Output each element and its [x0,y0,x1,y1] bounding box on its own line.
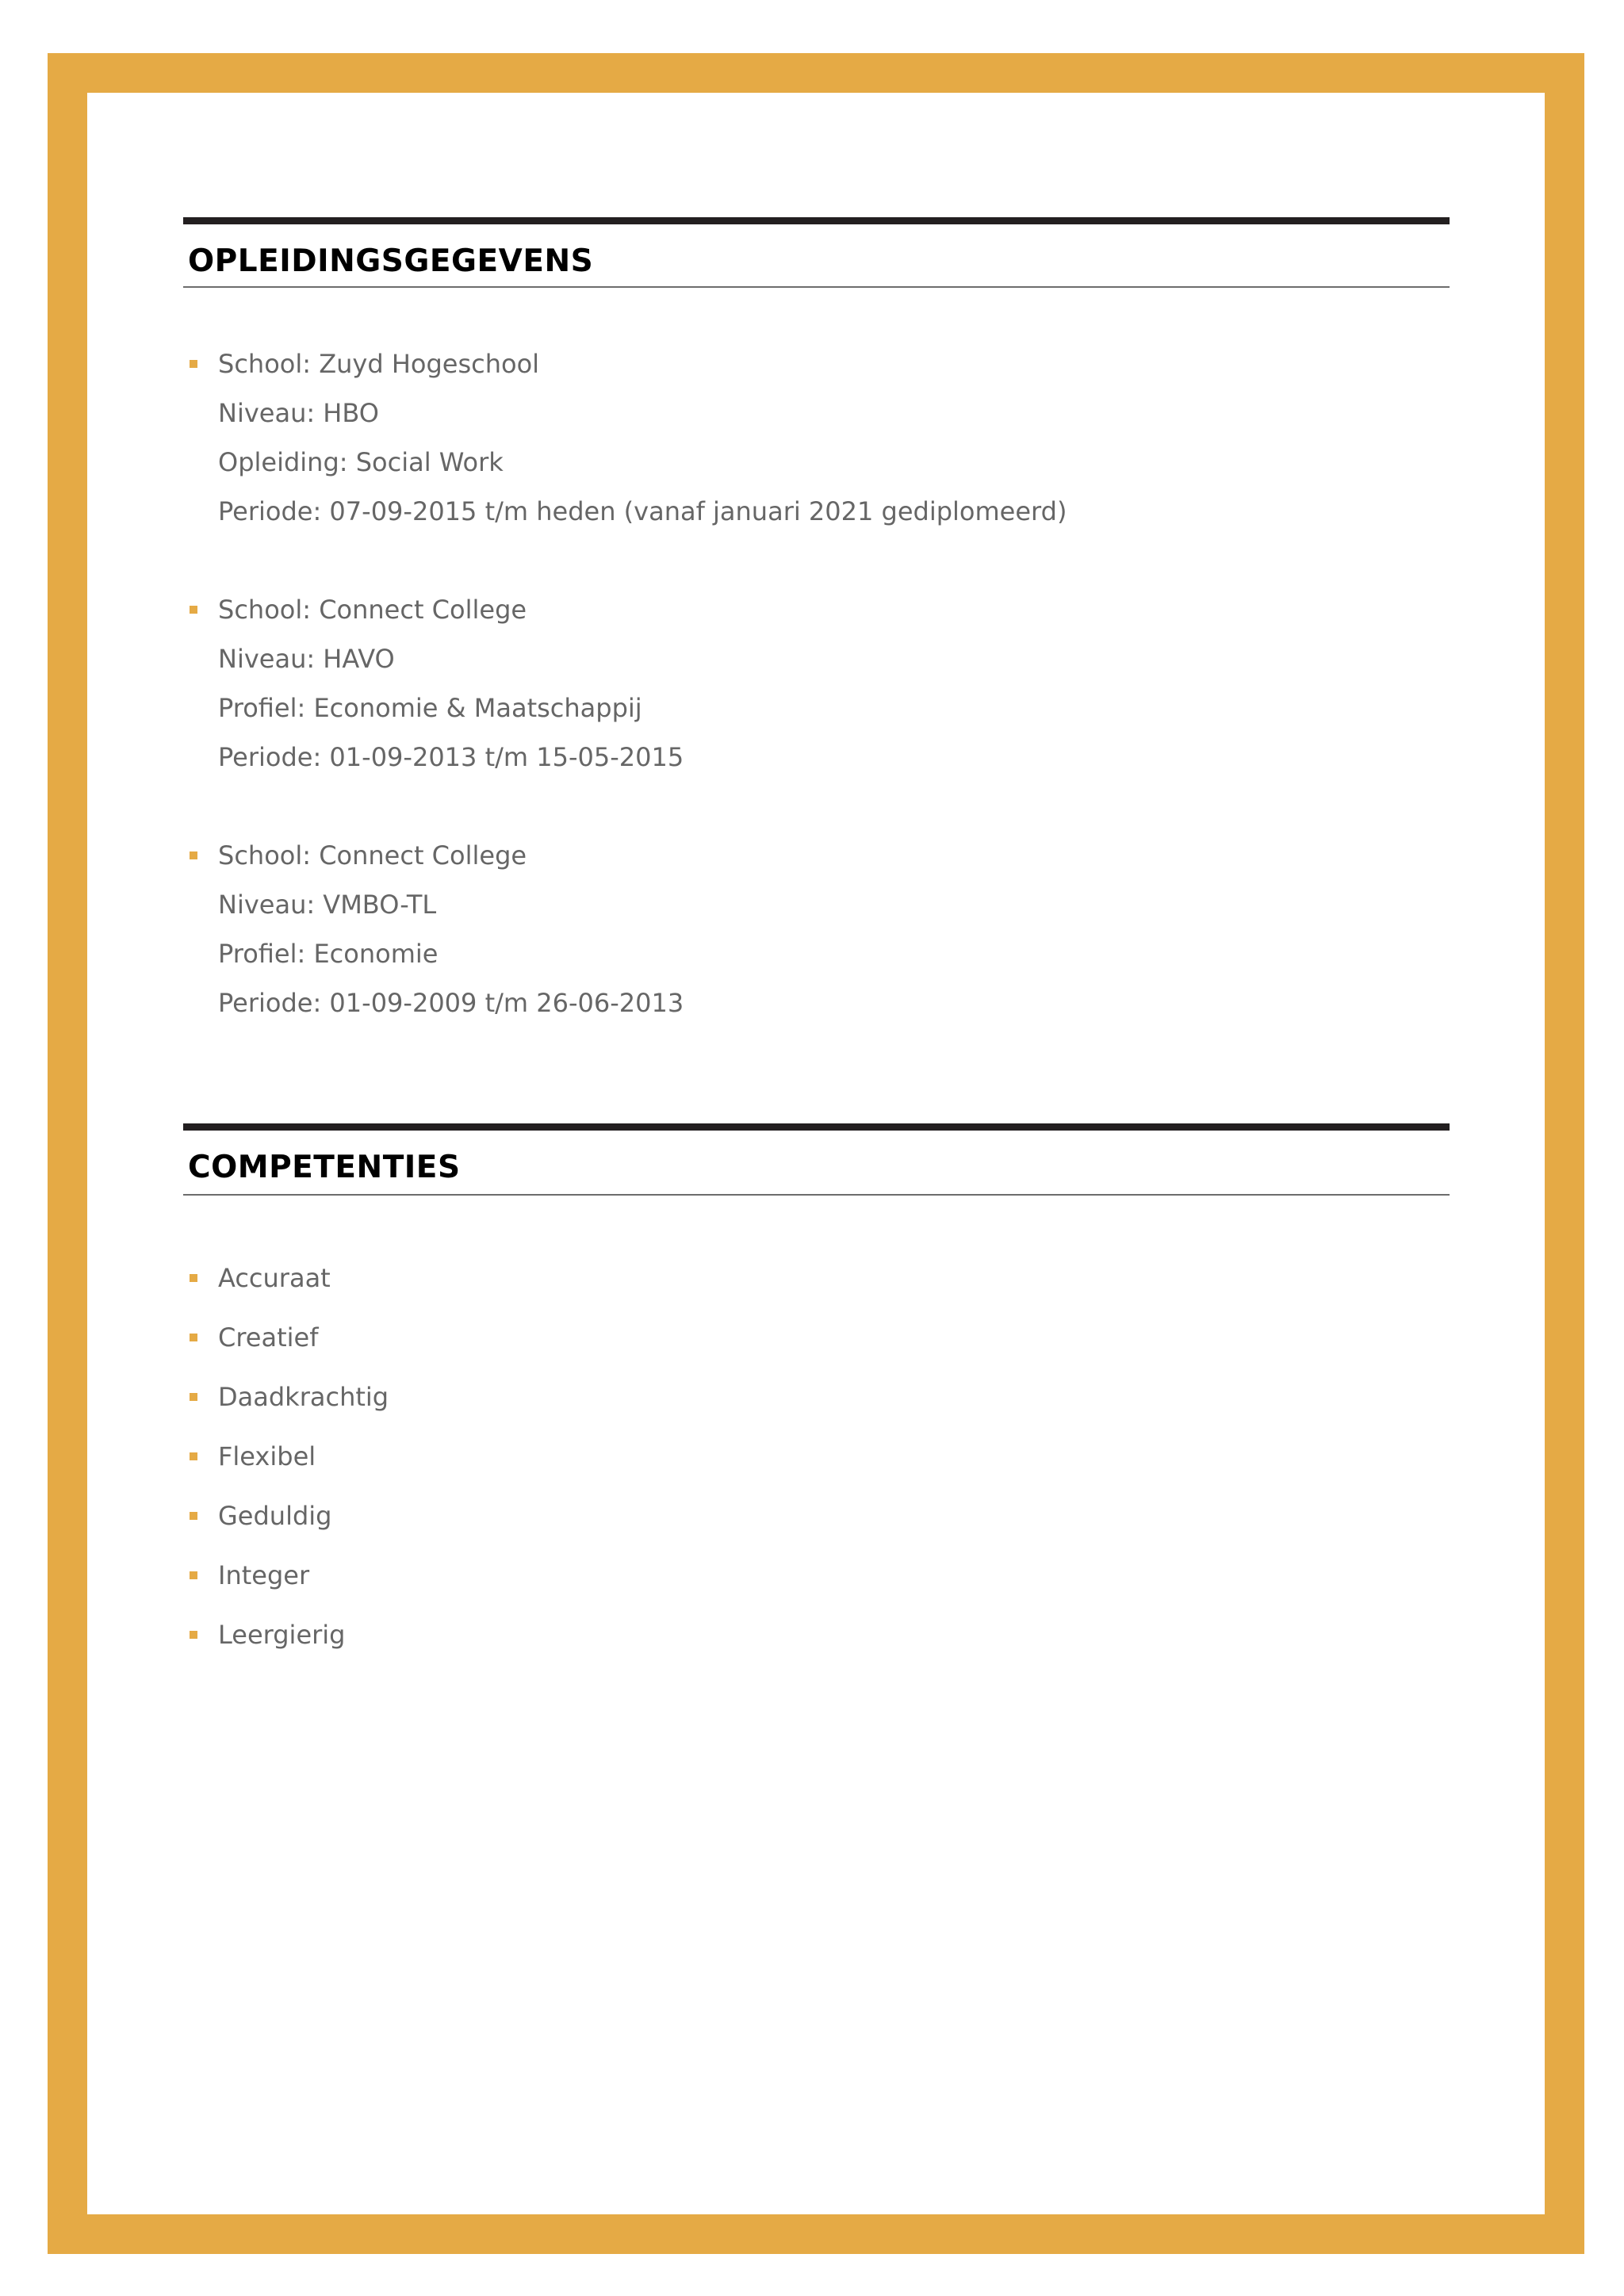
competency-item [183,1551,1450,1610]
competency-item [183,1432,1450,1491]
competency-label: Geduldig [218,1501,332,1531]
competency-label: Leergierig [218,1620,346,1650]
entry-level: Niveau: HAVO [218,644,395,674]
section-rule-thin [183,1194,1450,1196]
entry-level: Niveau: VMBO-TL [218,890,437,920]
education-entry [183,831,1450,1027]
entry-level: Niveau: HBO [218,398,379,428]
competency-item [183,1491,1450,1551]
page-sheet [87,93,1545,2214]
education-section [183,217,1450,1027]
square-bullet-icon [190,360,197,368]
section-rule-thin [183,286,1450,288]
square-bullet-icon [190,1274,197,1282]
square-bullet-icon [190,1393,197,1401]
section-rule-thick [183,217,1450,224]
entry-period: Periode: 01-09-2009 t/m 26-06-2013 [218,988,684,1018]
section-title-education: OPLEIDINGSGEGEVENS [188,243,594,279]
competencies-section [183,1123,1450,1670]
entry-period: Periode: 01-09-2013 t/m 15-05-2015 [218,742,684,772]
competency-label: Accuraat [218,1263,331,1293]
competency-item [183,1610,1450,1670]
square-bullet-icon [190,1334,197,1341]
education-entry [183,585,1450,782]
education-list [183,339,1450,1027]
entry-school: School: Connect College [218,595,527,625]
competency-item [183,1253,1450,1313]
competency-item [183,1313,1450,1372]
entry-period: Periode: 07-09-2015 t/m heden (vanaf januari 2021 gediplomeerd) [218,496,1067,526]
square-bullet-icon [190,606,197,614]
entry-profile: Profiel: Economie [218,939,439,969]
square-bullet-icon [190,1452,197,1460]
square-bullet-icon [190,1631,197,1639]
entry-school: School: Zuyd Hogeschool [218,349,540,379]
competency-label: Creatief [218,1322,319,1353]
page-border-frame [48,53,1584,2254]
section-rule-thick [183,1123,1450,1131]
entry-program: Opleiding: Social Work [218,447,504,477]
competency-label: Integer [218,1560,310,1590]
competency-label: Daadkrachtig [218,1382,389,1412]
competency-list [183,1253,1450,1670]
square-bullet-icon [190,1512,197,1520]
entry-school: School: Connect College [218,840,527,871]
square-bullet-icon [190,851,197,859]
competency-item [183,1372,1450,1432]
square-bullet-icon [190,1571,197,1579]
education-entry [183,339,1450,536]
competency-label: Flexibel [218,1441,316,1471]
section-title-competencies: COMPETENTIES [188,1150,461,1185]
entry-profile: Profiel: Economie & Maatschappij [218,693,642,723]
